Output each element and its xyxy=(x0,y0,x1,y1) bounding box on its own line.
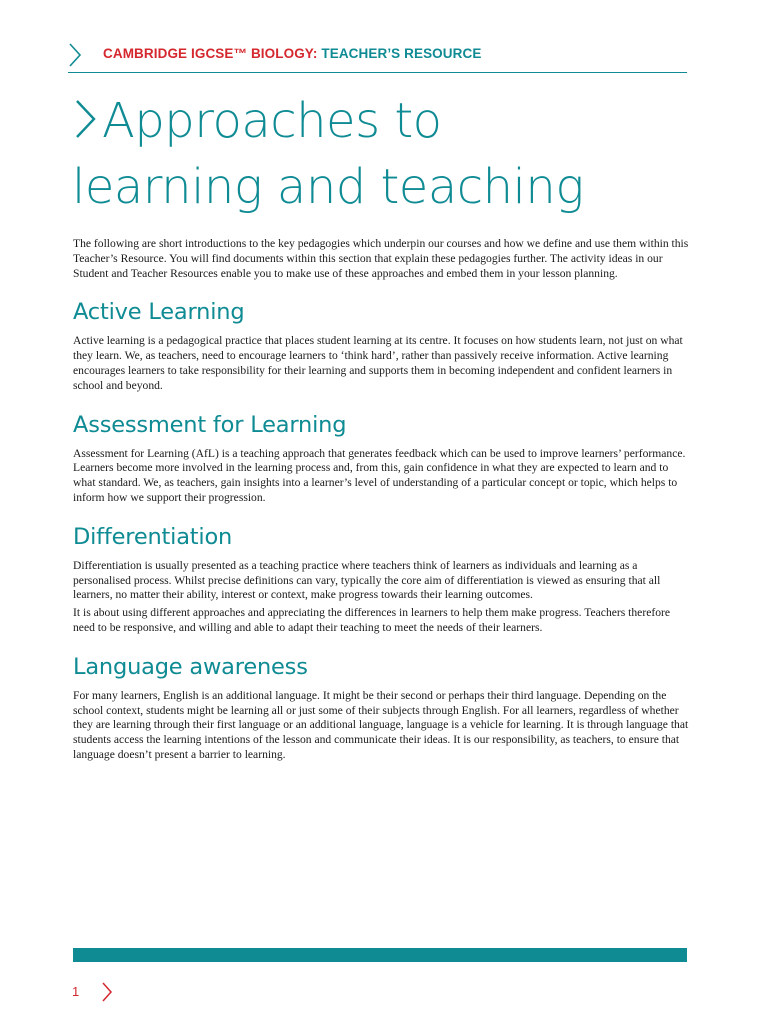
section-paragraph: Differentiation is usually presented as a teaching practice where teachers think of learners as individuals and learning as a personalised process. Whilst precise definitions can vary, typically the core aim of differentiation is viewed as ensuring that all learners, no matter their ability, interest or context, make progress towards their learning outcomes. xyxy=(73,558,661,602)
header-title xyxy=(103,46,481,61)
section-assessment-for-learning xyxy=(73,412,693,506)
page-title-line-1: Approaches to xyxy=(72,88,712,154)
chevron-right-icon xyxy=(72,97,98,141)
section-language-awareness xyxy=(73,654,693,763)
section-differentiation xyxy=(73,524,693,636)
section-heading: Active Learning xyxy=(73,299,245,326)
page-content xyxy=(73,237,693,766)
page-number: 1 xyxy=(72,984,80,999)
section-heading: Assessment for Learning xyxy=(73,411,347,438)
chevron-right-icon xyxy=(101,981,113,1003)
intro-paragraph: The following are short introductions to the key pedagogies which underpin our courses and how we define and use them within this Teacher’s Resource. You will find documents within this section that explain these pedagogies further. The activity ideas in our Student and Teacher Resources enable you to make use of these approaches and embed them in your lesson planning. xyxy=(73,237,689,280)
page-title xyxy=(72,88,712,220)
section-heading: Language awareness xyxy=(73,653,308,680)
section-paragraph: Active learning is a pedagogical practice that places student learning at its centre. It focuses on how students learn, not just on what they learn. We, as teachers, need to encourage learners to ‘think hard’, rather than passively receive information. Active learning encourages learners to take responsibility for their learning and supports them in becoming independent and confident learners in school and beyond. xyxy=(73,334,683,392)
chevron-right-icon xyxy=(68,42,82,68)
section-paragraph: For many learners, English is an additional language. It might be their second or perhaps their third language. Depending on the school context, students might be learning all or just some of their subjects through English. For all learners, regardless of whether they are learning through their first language or an additional language, language is a vehicle for learning. It is through language that students access the learning intentions of the lesson and communicate their ideas. It is our responsibility, as teachers, to ensure that language doesn’t present a barrier to learning. xyxy=(73,688,689,761)
section-active-learning xyxy=(73,299,693,393)
footer-bar xyxy=(73,948,687,962)
section-heading: Differentiation xyxy=(73,523,233,550)
header-book-title: CAMBRIDGE IGCSE™ BIOLOGY: xyxy=(103,46,318,61)
page-title-line-2: learning and teaching xyxy=(72,159,584,215)
header-resource-type: TEACHER’S RESOURCE xyxy=(317,46,482,61)
section-paragraph: It is about using different approaches and appreciating the differences in learners to help them make progress. Teachers therefore need to be responsive, and willing and able to adapt their teaching to meet the needs of their learners. xyxy=(73,606,670,634)
running-header xyxy=(68,40,687,73)
section-paragraph: Assessment for Learning (AfL) is a teaching approach that generates feedback which can be used to improve learners’ performance. Learners become more involved in the learning process and, from this, gain confidence in what they are expected to learn and to what standard. We, as teachers, gain insights into a learner’s level of understanding of a particular concept or topic, which helps to inform how we support their progression. xyxy=(73,446,686,504)
